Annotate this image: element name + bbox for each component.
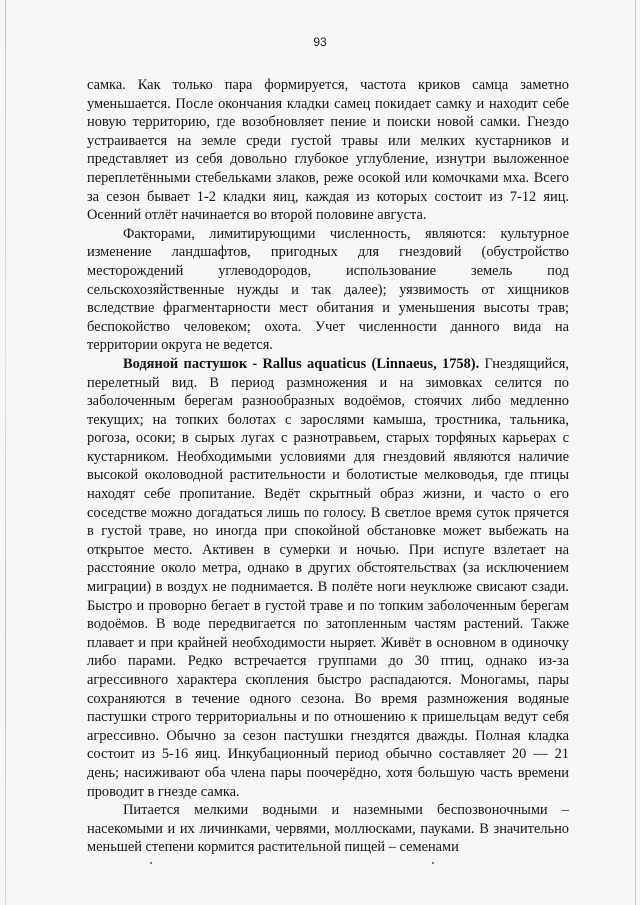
species-heading: Водяной пастушок - Rallus aquaticus (Linnaeus, 1758).: [123, 355, 480, 372]
species-description-text: Гнездящийся, перелетный вид. В период размножения и на зимовках селится по заболоченным берегам разнообразных водоёмов, стоячих либо медленно текущих; на топких болотах с зарослями камыша, тростника, тальника, рогоза, осоки; в сырых лугах с разнотравьем, старых торфяных карьерах с кустарником. Необходимыми условиями для гнездовий являются наличие высокой околоводной растительности и болотистые мелководья, где птицы находят себе пропитание. Ведёт скрытный образ жизни, и часто о его соседстве можно догадаться лишь по голосу. В светлое время суток прячется в густой траве, но иногда при спокойной обстановке может выбежать на открытое место. Активен в сумерки и ночью. При испуге взлетает на расстояние около метра, однако в других обстоятельствах (за исключением миграции) в воздух не поднимается. В полёте ноги неуклюже свисают сзади. Быстро и проворно бегает в густой траве и по топким заболоченным берегам водоёмов. В воде передвигается по затопленным частям растений. Также плавает и при крайней необходимости ныряет. Живёт в основном в одиночку либо парами. Редко встречается группами до 30 птиц, однако из-за агрессивного характера скопления быстро распадаются. Моногамы, пары сохраняются в течение одного сезона. Во время размножения водяные пастушки строго территориальны и по отношению к пришельцам ведут себя агрессивно. Обычно за сезон пастушки гнездятся дважды. Полная кладка состоит из 5-16 яиц. Инкубационный период обычно составляет 20 — 21 день; насиживают оба члена пары поочерёдно, хотя большую часть времени проводит в гнезде самка.: [87, 355, 569, 800]
scan-right-edge: [635, 0, 636, 905]
paragraph-species-description: [87, 355, 569, 801]
scan-speck: [150, 862, 152, 864]
scan-speck: [432, 862, 434, 864]
page-number: 93: [313, 35, 327, 49]
scan-left-edge: [5, 0, 6, 905]
paragraph-diet: Питается мелкими водными и наземными беспозвоночными – насекомыми и их личинками, червями, моллюсками, пауками. В значительно меньшей степени кормится растительной пищей – семенами: [87, 802, 569, 856]
body-text: [87, 76, 569, 857]
paragraph-limiting-factors: Факторами, лимитирующими численность, являются: культурное изменение ландшафтов, пригодных для гнездовий (обустройство месторождений углеводородов, использование земель под сельскохозяйственные нужды и так далее); уязвимость от хищников вследствие фрагментарности мест обитания и уменьшения высоты трав; беспокойство человеком; охота. Учет численности данного вида на территории округа не ведется.: [87, 225, 569, 354]
paragraph-continuation: самка. Как только пара формируется, частота криков самца заметно уменьшается. После окончания кладки самец покидает самку и находит себе новую территорию, где возобновляет пение и поиски новой самки. Гнездо устраивается на земле среди густой травы или мелких кустарников и представляет из себя довольно глубокое углубление, изнутри выложенное переплетёнными стебельками злаков, реже осокой или комочками мха. Всего за сезон бывает 1-2 кладки яиц, каждая из которых состоит из 7-12 яиц. Осенний отлёт начинается во второй половине августа.: [87, 77, 569, 224]
